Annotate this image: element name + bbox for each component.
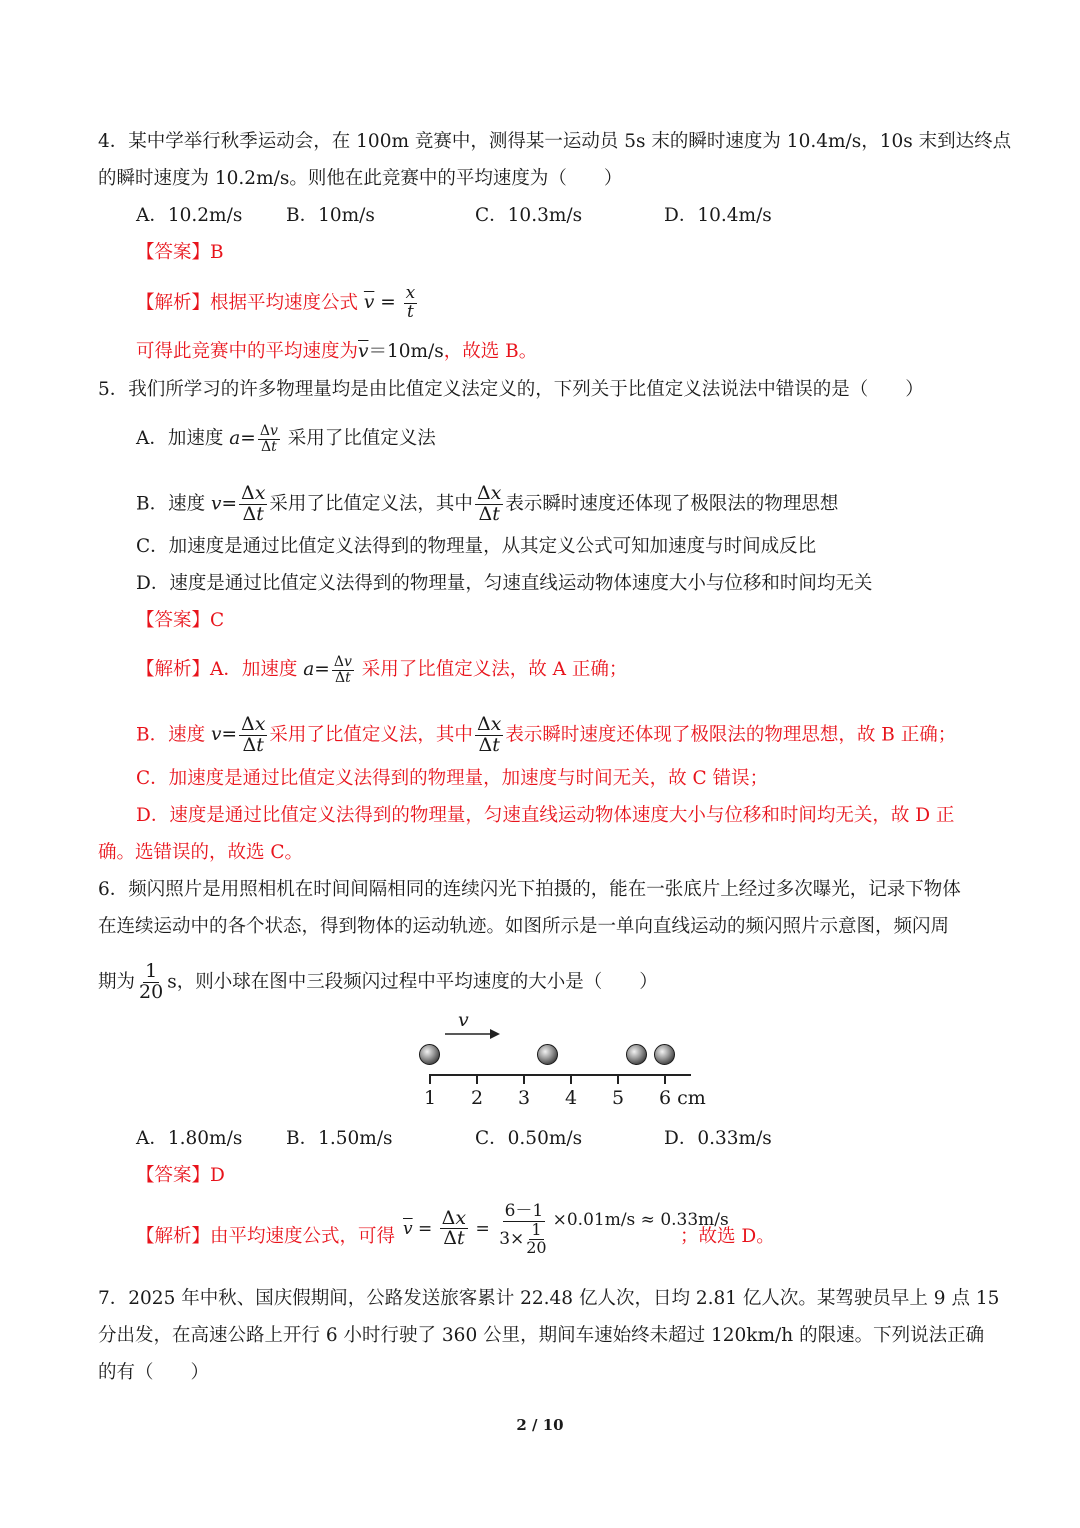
velocity-arrow xyxy=(445,1028,505,1040)
ruler-baseline xyxy=(429,1074,691,1076)
ruler-tick xyxy=(429,1074,431,1084)
q4-option-d[interactable]: D．10.4m/s xyxy=(664,205,772,226)
ruler-tick-label: 2 xyxy=(471,1087,484,1109)
q5-answer: 【答案】C xyxy=(136,610,225,631)
ruler-tick xyxy=(476,1074,478,1084)
q4-result: $\overline{v}=10m/s$ xyxy=(358,341,444,362)
ruler-tick xyxy=(617,1074,619,1084)
ruler-tick xyxy=(570,1074,572,1084)
q6-stem-line2: 在连续运动中的各个状态，得到物体的运动轨迹。如图所示是一单向直线运动的频闪照片示意图，频闪周 xyxy=(98,916,950,937)
ruler-tick-label: 3 xyxy=(518,1087,531,1109)
q6-option-d[interactable]: D．0.33m/s xyxy=(664,1128,772,1149)
ball xyxy=(419,1044,440,1065)
q5-option-b[interactable]: B．速度 v= $\frac{\Delta x}{\Delta t}$ 采用了比值定义法，其中 $\frac{\Delta x}{\Delta t}$ 表示瞬时速度还体现了极限法的物理思想 xyxy=(136,482,839,525)
q4-stem-line2: 的瞬时速度为 10.2m/s。则他在此竞赛中的平均速度为（ ） xyxy=(98,168,623,189)
q4-stem-line1: 4．某中学举行秋季运动会，在 100m 竞赛中，测得某一运动员 5s 末的瞬时速度为 10.4m/s，10s 末到达终点 xyxy=(98,131,1012,152)
q4-option-c[interactable]: C．10.3m/s xyxy=(475,205,583,226)
q5-analysis-d-line2: 确。选错误的，故选 C。 xyxy=(98,842,304,863)
q5-option-a[interactable]: A．加速度 a= $\frac{\Delta v}{\Delta t}$ 采用了比值定义法 xyxy=(136,423,436,455)
q5-analysis-a: 【解析】A．加速度 a= $\frac{\Delta v}{\Delta t}$ 采用了比值定义法，故 A 正确； xyxy=(136,654,628,686)
q5-option-d[interactable]: D．速度是通过比值定义法得到的物理量，匀速直线运动物体速度大小与位移和时间均无关 xyxy=(136,573,873,594)
q4-option-b[interactable]: B．10m/s xyxy=(286,205,375,226)
ruler-tick-label: 1 xyxy=(424,1087,437,1109)
q6-analysis-label: 【解析】由平均速度公式，可得 xyxy=(136,1226,396,1247)
q5-stem: 5．我们所学习的许多物理量均是由比值定义法定义的，下列关于比值定义法说法中错误的是（ ） xyxy=(98,379,924,400)
q6-stem-line1: 6．频闪照片是用照相机在时间间隔相同的连续闪光下拍摄的，能在一张底片上经过多次曝光，记录下物体 xyxy=(98,879,961,900)
q6-answer: 【答案】D xyxy=(136,1165,225,1186)
q5-analysis-c: C．加速度是通过比值定义法得到的物理量，加速度与时间无关，故 C 错误； xyxy=(136,768,769,789)
ball xyxy=(654,1044,675,1065)
q5-analysis-b: B．速度 v= $\frac{\Delta x}{\Delta t}$ 采用了比值定义法，其中 $\frac{\Delta x}{\Delta t}$ 表示瞬时速度还体现了极限法的物理思想，故 B 正确； xyxy=(136,713,957,756)
ball xyxy=(626,1044,647,1065)
ruler-tick xyxy=(664,1074,666,1084)
q7-stem-line2: 分出发，在高速公路上开行 6 小时行驶了 360 公里，期间车速始终未超过 120km/h 的限速。下列说法正确 xyxy=(98,1325,985,1346)
q5-analysis-d-line1: D．速度是通过比值定义法得到的物理量，匀速直线运动物体速度大小与位移和时间均无关，故 D 正 xyxy=(136,805,955,826)
velocity-label: v xyxy=(458,1009,469,1031)
q7-stem-line1: 7．2025 年中秋、国庆假期间，公路发送旅客累计 22.48 亿人次，日均 2.81 亿人次。某驾驶员早上 9 点 15 xyxy=(98,1288,1000,1309)
ruler-tick xyxy=(523,1074,525,1084)
ruler-tick-label: 4 xyxy=(565,1087,578,1109)
q4-analysis-label: 【解析】根据平均速度公式 xyxy=(136,292,359,314)
q7-stem-line3: 的有（ ） xyxy=(98,1362,210,1383)
q6-analysis-conclusion: ；故选 D。 xyxy=(680,1226,775,1247)
q4-analysis-line1 xyxy=(136,285,419,322)
q4-analysis-line2 xyxy=(136,339,537,365)
q4-option-a[interactable]: A．10.2m/s xyxy=(136,205,243,226)
q6-option-b[interactable]: B．1.50m/s xyxy=(286,1128,393,1149)
q6-option-c[interactable]: C．0.50m/s xyxy=(475,1128,583,1149)
q4-analysis-conclusion: ，故选 B。 xyxy=(443,341,538,362)
ball xyxy=(537,1044,558,1065)
q6-stem-line3: 期为 $\frac{1}{20}$ s，则小球在图中三段频闪过程中平均速度的大小是（ ） xyxy=(98,960,658,1003)
q4-formula: $\overline{v}$ = $\frac{x}{t}$ xyxy=(363,283,416,322)
page-number: 2 / 10 xyxy=(516,1416,564,1434)
q5-option-c[interactable]: C．加速度是通过比值定义法得到的物理量，从其定义公式可知加速度与时间成反比 xyxy=(136,536,817,557)
q4-answer: 【答案】B xyxy=(136,242,224,263)
q6-option-a[interactable]: A．1.80m/s xyxy=(136,1128,243,1149)
ruler-labels xyxy=(405,1087,715,1111)
ruler-tick-label: 5 xyxy=(612,1087,625,1109)
ruler xyxy=(429,1074,691,1086)
q6-analysis-formula: $\overline{v}$ = $\frac{\Delta x}{\Delta t}$ = 6－1 3× $\frac{1}{20}$ ×0.01m/s ≈ 0.33m/s xyxy=(403,1201,729,1258)
q4-analysis-text: 可得此竞赛中的平均速度为 xyxy=(136,341,359,362)
ball-track xyxy=(405,1044,715,1066)
ruler-tick-label: 6 cm xyxy=(659,1087,706,1109)
q6-figure xyxy=(405,1010,715,1110)
